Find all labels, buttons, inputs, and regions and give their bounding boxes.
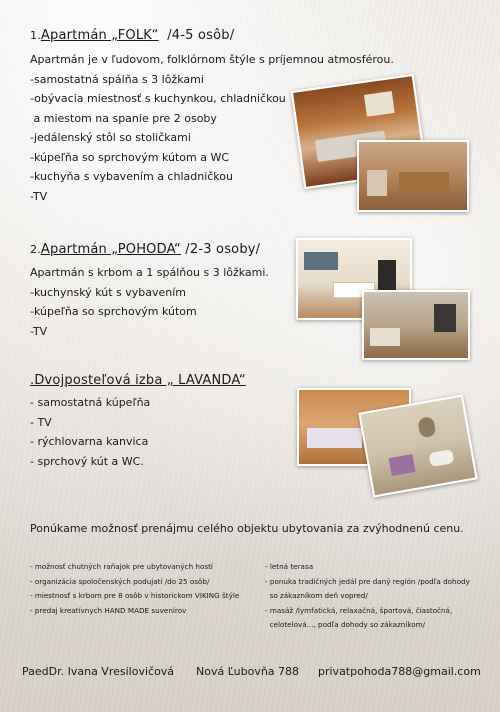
offer-text: Ponúkame možnosť prenájmu celého objektu ubytovania za zvýhodnenú cenu. [30,522,464,535]
folk-capacity: /4-5 osôb/ [167,28,235,43]
lavanda-line: - TV [30,415,52,429]
pohoda-line: -TV [30,324,48,338]
lavanda-heading [30,373,246,388]
pohoda-number: 2. [30,243,41,256]
folk-line: -kúpeľňa so sprchovým kútom a WC [30,150,230,164]
pohoda-capacity: /2-3 osoby/ [185,242,261,257]
lavanda-title: .Dvojposteľová izba „ LAVANDA“ [30,373,246,388]
service-item: - možnosť chutných raňajok pre ubytovaných hostí [30,562,213,571]
folk-kitchen-photo [357,140,469,212]
lavanda-line: - sprchový kút a WC. [30,454,144,468]
folk-line: -TV [30,189,48,203]
folk-line: -obývacia miestnosť s kuchynkou, chladničkou [30,92,286,105]
folk-line: -samostatná spálňa s 3 lôžkami [30,72,204,86]
lavanda-bathroom-photo [358,394,477,497]
folk-line: Apartmán je v ľudovom, folklórnom štýle s príjemnou atmosférou. [30,53,394,66]
folk-number: 1. [30,29,41,42]
lavanda-line: - rýchlovarna kanvica [30,435,149,448]
services-right [265,560,470,633]
folk-line: -jedálenský stôl so stoličkami [30,131,191,144]
lavanda-description [30,393,150,471]
service-item: - letná terasa [265,562,314,571]
pohoda-fireplace-photo [362,290,470,360]
service-item: celotelová..., podľa dohody so zákazníkom/ [265,620,426,629]
folk-title: Apartmán „FOLK“ [40,28,159,43]
pohoda-title: Apartmán „POHODA“ [40,242,181,257]
service-item: so zákazníkom deň vopred/ [265,591,368,600]
pohoda-heading [30,242,260,257]
pohoda-line: -kúpeľňa so sprchovým kútom [30,305,197,318]
pohoda-description [30,263,269,341]
service-item: - masáž /lymfatická, relaxačná, športová, čiastočná, [265,605,453,615]
folk-line: a miestom na spanie pre 2 osoby [30,111,217,125]
pohoda-line: Apartmán s krbom a 1 spálňou s 3 lôžkami. [30,266,269,279]
folk-line: -kuchyňa s vybavením a chladničkou [30,170,233,183]
lavanda-line: - samostatná kúpeľňa [30,396,151,409]
service-item: - predaj kreatívnych HAND MADE suvenírov [30,605,187,615]
service-item: - miestnosť s krbom pre 8 osôb v historickom VIKING štýle [30,591,240,600]
service-item: - ponuka tradičných jedál pre daný región /podľa dohody [265,576,470,586]
footer-email[interactable]: privatpohoda788@gmail.com [318,665,481,678]
services-left [30,560,239,618]
footer-place: Nová Ľubovňa 788 [196,665,300,678]
folk-heading [30,28,234,43]
pohoda-line: -kuchynský kút s vybavením [30,285,186,299]
service-item: - organizácia spoločenských podujatí /do 25 osôb/ [30,576,210,586]
footer-name: PaedDr. Ivana Vresilovičová [22,665,175,678]
